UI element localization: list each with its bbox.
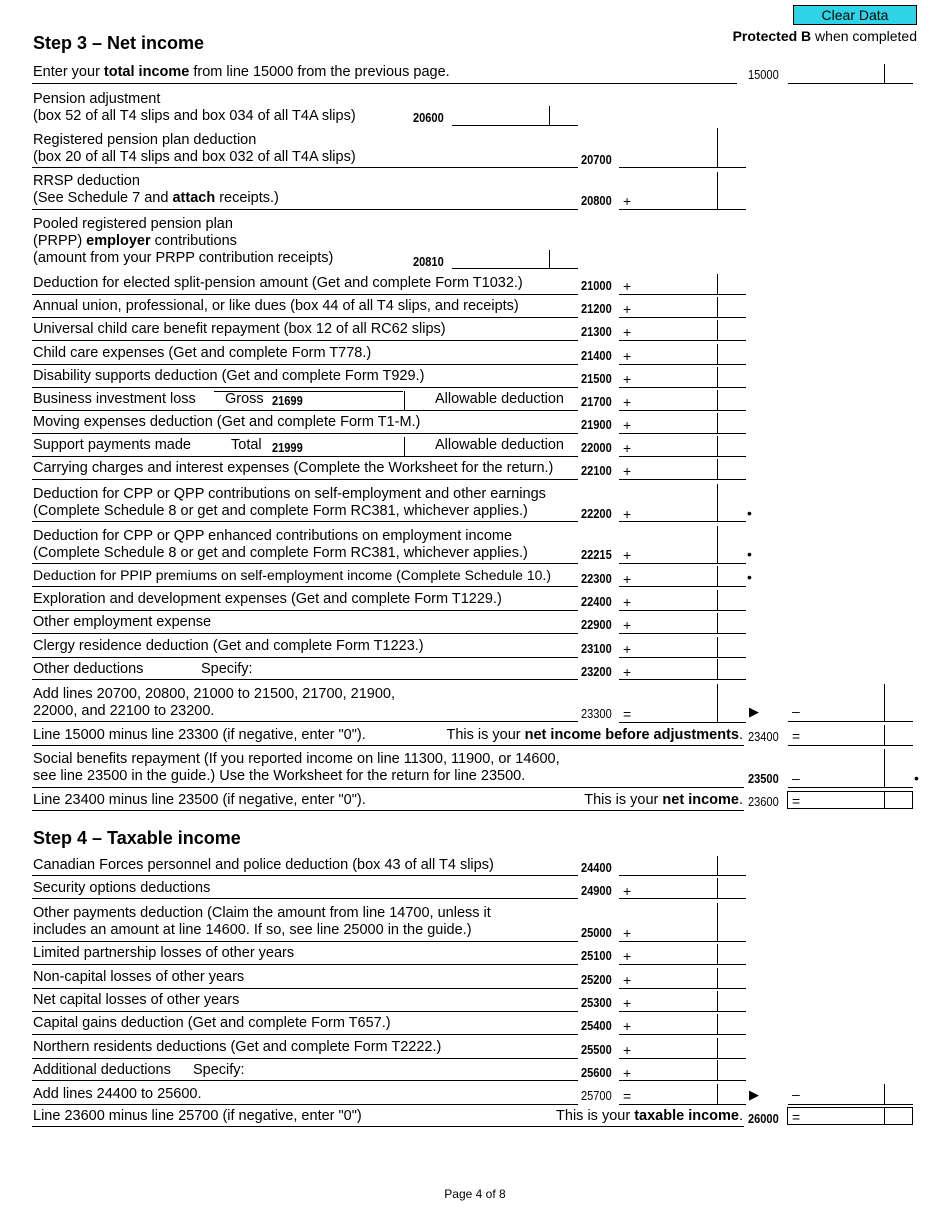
line-21400-label: Child care expenses (Get and complete Form T778.) — [33, 345, 372, 361]
line-code-24900: 24900 — [581, 883, 612, 898]
specify-label: Specify: — [201, 661, 253, 677]
line-code-21900: 21900 — [581, 417, 612, 432]
line-22400-label: Exploration and development expenses (Get and complete Form T1229.) — [33, 591, 502, 607]
support-payments-label: Support payments made — [33, 437, 191, 453]
line-23300-field[interactable] — [619, 702, 746, 723]
line-21500-label: Disability supports deduction (Get and complete Form T929.) — [33, 368, 425, 384]
other-payments-label: Other payments deduction (Claim the amount from line 14700, unless it includes an amount at line 14600. If so, see line 25000 in the guide.) — [33, 905, 491, 938]
line-code-25600: 25600 — [581, 1065, 612, 1080]
line-25400-field[interactable] — [619, 1014, 746, 1035]
line-code-23600: 23600 — [748, 794, 779, 809]
line-23200-field[interactable] — [619, 659, 746, 680]
line-21000-field[interactable] — [619, 274, 746, 295]
taxable-income-label: This is your taxable income. — [556, 1108, 743, 1124]
page-number: Page 4 of 8 — [444, 1187, 506, 1201]
step4-title: Step 4 – Taxable income — [33, 828, 241, 848]
add-lines-25700-label: Add lines 24400 to 25600. — [33, 1086, 202, 1102]
line-code-25200: 25200 — [581, 972, 612, 987]
line-code-22215: 22215 — [581, 547, 612, 562]
add-lines-23300-label: Add lines 20700, 20800, 21000 to 21500, 21700, 21900, 22000, and 22100 to 23200. — [33, 686, 396, 719]
line-25300-field[interactable] — [619, 991, 746, 1012]
line-20700-field[interactable] — [619, 147, 746, 168]
line-22400-field[interactable] — [619, 590, 746, 611]
protected-b-notice: Protected B when completed — [732, 28, 917, 44]
line-22900-label: Other employment expense — [33, 614, 212, 630]
line-code-25300: 25300 — [581, 995, 612, 1010]
line-22215-field[interactable] — [619, 543, 746, 564]
line-code-22100: 22100 — [581, 463, 612, 478]
line-code-20700: 20700 — [581, 152, 612, 167]
line-21200-field[interactable] — [619, 297, 746, 318]
line-code-23500: 23500 — [748, 771, 779, 786]
step3-title: Step 3 – Net income — [33, 33, 205, 53]
line-code-25100: 25100 — [581, 948, 612, 963]
cpp-self-employment-label: Deduction for CPP or QPP contributions on self-employment and other earnings (Complete Schedule 8 or get and complete Form RC381, whichever applies.) — [33, 486, 546, 519]
line-25700-field[interactable] — [619, 1084, 746, 1105]
specify-label-2: Specify: — [193, 1062, 245, 1078]
line-code-21300: 21300 — [581, 324, 612, 339]
line-code-22000: 22000 — [581, 440, 612, 455]
arrow-right-icon: ▶ — [749, 704, 759, 719]
line-code-22400: 22400 — [581, 594, 612, 609]
line-code-21500: 21500 — [581, 371, 612, 386]
line-code-21699: 21699 — [272, 393, 303, 408]
line-25300-label: Net capital losses of other years — [33, 992, 240, 1008]
line-21300-label: Universal child care benefit repayment (box 12 of all RC62 slips) — [33, 321, 446, 337]
line-23100-field[interactable] — [619, 637, 746, 658]
line-21699-field[interactable] — [312, 390, 404, 411]
line-25600-field[interactable] — [619, 1060, 746, 1081]
other-deductions-specify-field[interactable] — [260, 659, 576, 679]
line-20800-field[interactable] — [619, 189, 746, 210]
arrow-right-icon-2: ▶ — [749, 1087, 759, 1102]
line-15000-field[interactable] — [788, 63, 913, 84]
line-24400-field[interactable] — [619, 855, 746, 876]
line-21200-label: Annual union, professional, or like dues (box 44 of all T4 slips, and receipts) — [33, 298, 519, 314]
line-23600-label: Line 23400 minus line 23500 (if negative, enter "0"). — [33, 792, 366, 808]
line-21000-label: Deduction for elected split-pension amount (Get and complete Form T1032.) — [33, 275, 523, 291]
line-code-15000: 15000 — [748, 67, 779, 82]
gross-label: Gross — [225, 391, 264, 407]
line-21500-field[interactable] — [619, 367, 746, 388]
line-21999-field[interactable] — [312, 436, 404, 457]
line-21300-field[interactable] — [619, 320, 746, 341]
additional-deductions-specify-field[interactable] — [252, 1060, 576, 1080]
cpp-enhanced-label: Deduction for CPP or QPP enhanced contributions on employment income (Complete Schedule 8 or get and complete Form RC381, whichever applies.) — [33, 528, 528, 561]
rpp-deduction-label: Registered pension plan deduction (box 20 of all T4 slips and box 032 of all T4A slips) — [33, 132, 356, 165]
net-income-label: This is your net income. — [584, 792, 743, 808]
line-20600-field[interactable] — [452, 105, 578, 125]
line-20810-field[interactable] — [452, 249, 578, 269]
line-25000-field[interactable] — [619, 921, 746, 942]
line-code-21200: 21200 — [581, 301, 612, 316]
line-26000-field[interactable] — [787, 1107, 913, 1125]
line-25500-field[interactable] — [619, 1038, 746, 1059]
social-benefits-label: Social benefits repayment (If you reported income on line 11300, 11900, or 14600, see line 23500 in the guide.) Use the Worksheet for the return for line 23500. — [33, 751, 560, 784]
line-25400-label: Capital gains deduction (Get and complete Form T657.) — [33, 1015, 391, 1031]
line-23100-label: Clergy residence deduction (Get and complete Form T1223.) — [33, 638, 424, 654]
line-code-24400: 24400 — [581, 860, 612, 875]
line-21700-field[interactable] — [619, 390, 746, 411]
line-23500-field[interactable] — [788, 767, 913, 788]
line-code-20800: 20800 — [581, 193, 612, 208]
allowable-deduction-label-2: Allowable deduction — [435, 437, 564, 453]
additional-deductions-label: Additional deductions — [33, 1062, 171, 1078]
line-code-23100: 23100 — [581, 641, 612, 656]
line-25100-field[interactable] — [619, 944, 746, 965]
line-25500-label: Northern residents deductions (Get and complete Form T2222.) — [33, 1039, 442, 1055]
line-21400-field[interactable] — [619, 344, 746, 365]
line-code-21999: 21999 — [272, 440, 303, 455]
total-income-label: Enter your total income from line 15000 from the previous page. — [33, 64, 450, 80]
security-options-label: Security options deductions — [33, 880, 211, 896]
line-code-25000: 25000 — [581, 925, 612, 940]
line-23400-label: Line 15000 minus line 23300 (if negative, enter "0"). — [33, 727, 366, 743]
line-code-20600: 20600 — [413, 110, 444, 125]
line-code-20810: 20810 — [413, 254, 444, 269]
line-25700-carry-field[interactable] — [788, 1084, 913, 1105]
line-code-23200: 23200 — [581, 664, 612, 679]
line-22300-field[interactable] — [619, 566, 746, 587]
line-23300-carry-field[interactable] — [788, 701, 913, 722]
business-investment-loss-label: Business investment loss — [33, 391, 196, 407]
line-code-23300: 23300 — [581, 706, 612, 721]
line-25200-field[interactable] — [619, 968, 746, 989]
total-label: Total — [231, 437, 262, 453]
line-code-21700: 21700 — [581, 394, 612, 409]
line-code-21000: 21000 — [581, 278, 612, 293]
ppip-label: Deduction for PPIP premiums on self-employment income (Complete Schedule 10.) — [33, 567, 551, 583]
moving-expenses-label: Moving expenses deduction (Get and complete Form T1-M.) — [33, 414, 421, 430]
line-25100-label: Limited partnership losses of other years — [33, 945, 295, 961]
line-22200-field[interactable] — [619, 501, 746, 522]
line-24900-field[interactable] — [619, 878, 746, 899]
line-code-25500: 25500 — [581, 1042, 612, 1057]
line-code-21400: 21400 — [581, 348, 612, 363]
line-25200-label: Non-capital losses of other years — [33, 969, 245, 985]
allowable-deduction-label: Allowable deduction — [435, 391, 564, 407]
line-code-22200: 22200 — [581, 506, 612, 521]
line-22000-field[interactable] — [619, 436, 746, 457]
cf-deduction-label: Canadian Forces personnel and police deduction (box 43 of all T4 slips) — [33, 857, 494, 873]
clear-data-button[interactable]: Clear Data — [793, 5, 917, 25]
line-23600-field[interactable] — [787, 791, 913, 809]
other-deductions-label: Other deductions — [33, 661, 144, 677]
pension-adjustment-label: Pension adjustment (box 52 of all T4 slips and box 034 of all T4A slips) — [33, 91, 356, 124]
line-code-22900: 22900 — [581, 617, 612, 632]
prpp-label: Pooled registered pension plan (PRPP) employer contributions (amount from your PRPP contribution receipts) — [33, 216, 334, 266]
net-income-before-adj-label: This is your net income before adjustments. — [446, 727, 743, 743]
line-22900-field[interactable] — [619, 613, 746, 634]
line-23400-field[interactable] — [788, 725, 913, 746]
line-26000-label: Line 23600 minus line 25700 (if negative, enter "0") — [33, 1108, 362, 1124]
line-code-23400: 23400 — [748, 729, 779, 744]
line-22100-field[interactable] — [619, 459, 746, 480]
line-21900-field[interactable] — [619, 413, 746, 434]
carrying-charges-label: Carrying charges and interest expenses (Complete the Worksheet for the return.) — [33, 460, 554, 476]
line-code-25400: 25400 — [581, 1018, 612, 1033]
line-code-22300: 22300 — [581, 571, 612, 586]
rrsp-deduction-label: RRSP deduction (See Schedule 7 and attach receipts.) — [33, 173, 279, 206]
line-code-25700: 25700 — [581, 1088, 612, 1103]
line-code-26000: 26000 — [748, 1111, 779, 1126]
